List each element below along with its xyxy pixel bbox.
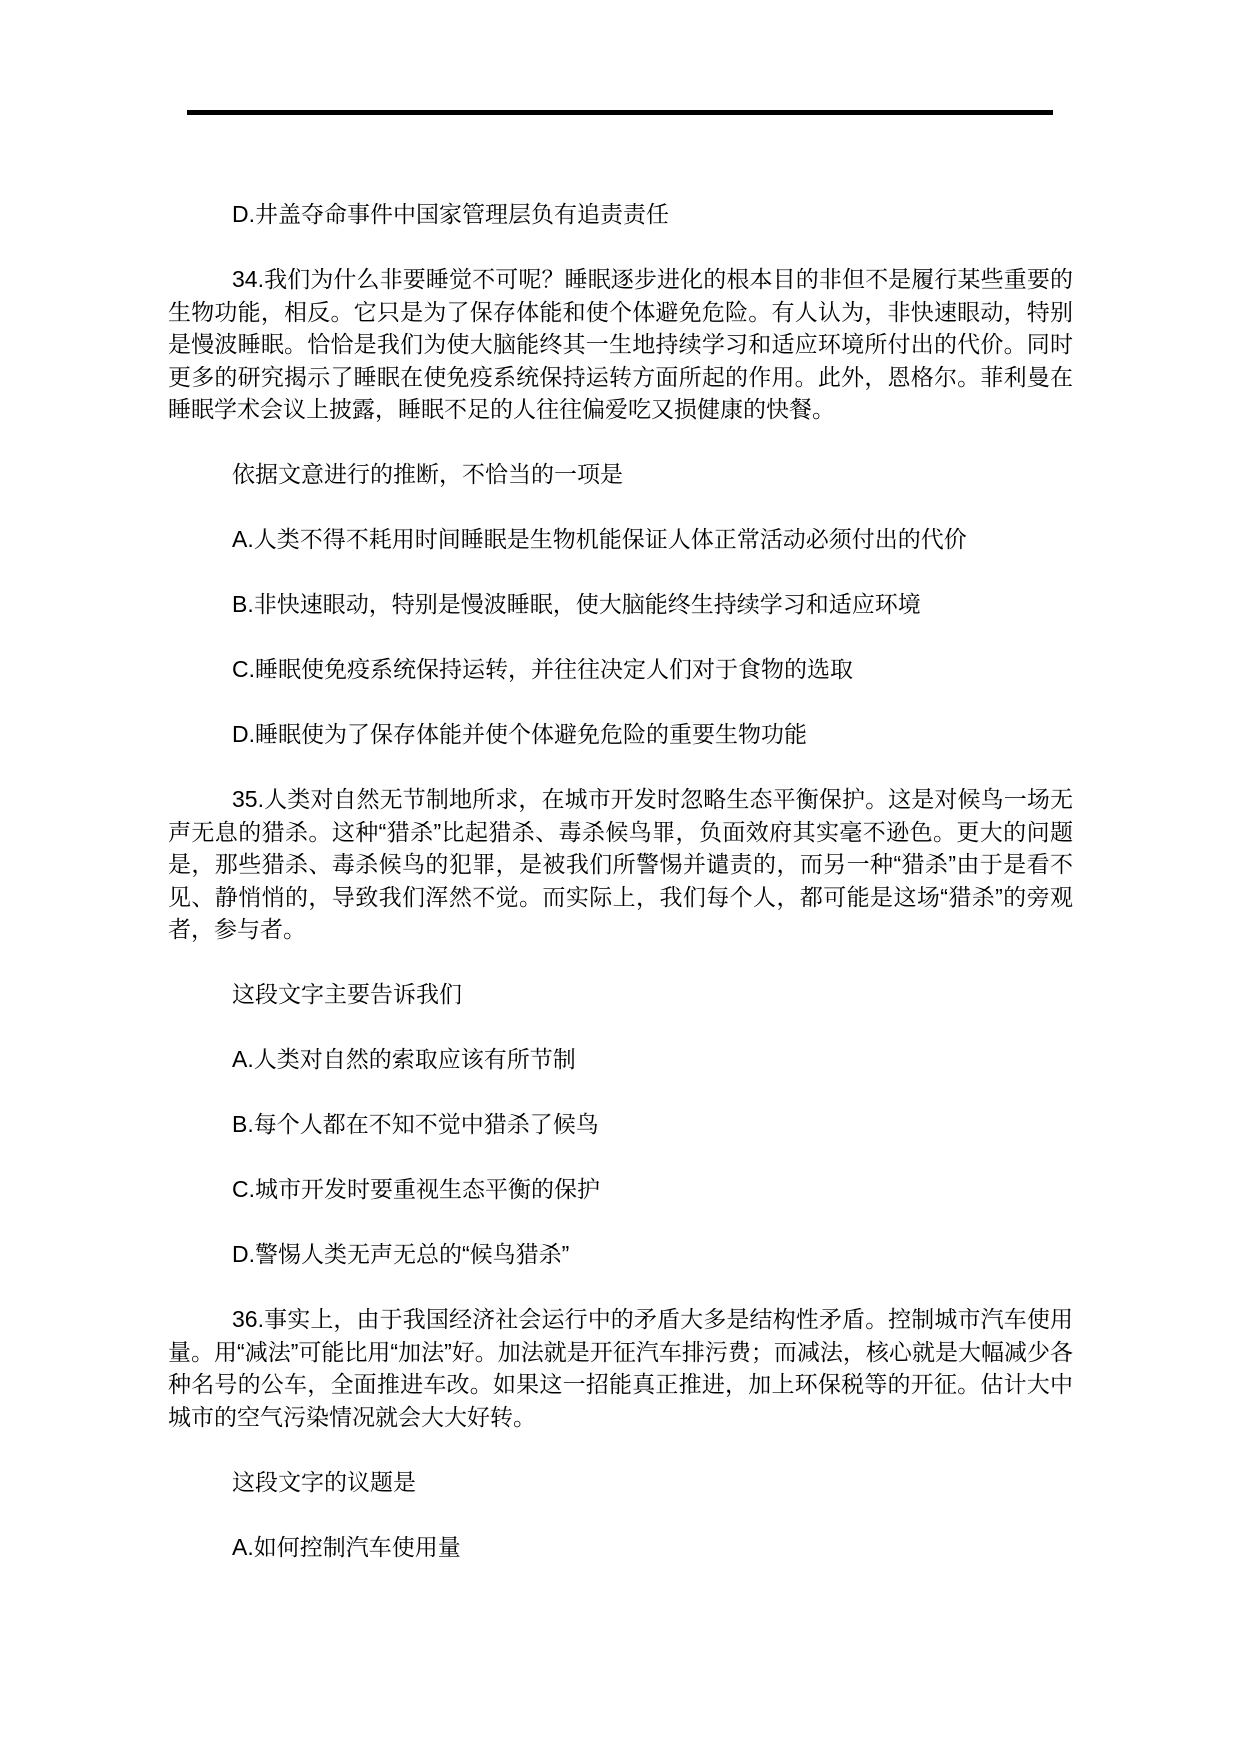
q35-stem: 这段文字主要告诉我们 — [232, 981, 462, 1007]
q34-option-c: C.睡眠使免疫系统保持运转，并往往决定人们对于食物的选取 — [232, 656, 853, 682]
q35-option-b: B.每个人都在不知不觉中猎杀了候鸟 — [232, 1111, 599, 1137]
q33-option-d: D.井盖夺命事件中国家管理层负有追责责任 — [232, 201, 669, 227]
q35-option-c: C.城市开发时要重视生态平衡的保护 — [232, 1176, 600, 1202]
exam-content — [168, 198, 1073, 1563]
q34-option-b: B.非快速眼动，特别是慢波睡眠，使大脑能终生持续学习和适应环境 — [232, 591, 921, 617]
q34-stem: 依据文意进行的推断，不恰当的一项是 — [232, 461, 623, 487]
q34-option-d: D.睡眠使为了保存体能并使个体避免危险的重要生物功能 — [232, 721, 807, 747]
q35-option-d: D.警惕人类无声无总的“候鸟猎杀” — [232, 1241, 570, 1267]
q34-option-a: A.人类不得不耗用时间睡眠是生物机能保证人体正常活动必须付出的代价 — [232, 526, 967, 552]
q36-stem: 这段文字的议题是 — [232, 1468, 416, 1495]
header-rule — [187, 110, 1053, 115]
q34-passage: 34.我们为什么非要睡觉不可呢？睡眠逐步进化的根本目的非但不是履行某些重要的生物功能，相反。它只是为了保存体能和使个体避免危险。有人认为，非快速眼动，特别是慢波睡眠。恰恰是我们为使大脑能终其一生地持续学习和适应环境所付出的代价。同时更多的研究揭示了睡眠在使免疫系统保持运转方面所起的作用。此外，恩格尔。菲利曼在睡眠学术会议上披露，睡眠不足的人往往偏爱吃又损健康的快餐。 — [168, 266, 1073, 422]
q36-passage: 36.事实上，由于我国经济社会运行中的矛盾大多是结构性矛盾。控制城市汽车使用量。用“减法”可能比用“加法”好。加法就是开征汽车排污费；而减法，核心就是大幅减少各种名号的公车，全面推进车改。如果这一招能真正推进，加上环保税等的开征。估计大中城市的空气污染情况就会大大好转。 — [168, 1306, 1073, 1430]
q35-passage: 35.人类对自然无节制地所求，在城市开发时忽略生态平衡保护。这是对候鸟一场无声无息的猎杀。这种“猎杀”比起猎杀、毒杀候鸟罪，负面效府其实毫不逊色。更大的问题是，那些猎杀、毒杀候鸟的犯罪，是被我们所警惕并谴责的，而另一种“猎杀”由于是看不见、静悄悄的，导致我们浑然不觉。而实际上，我们每个人，都可能是这场“猎杀”的旁观者，参与者。 — [168, 786, 1073, 942]
q36-option-a: A.如何控制汽车使用量 — [232, 1533, 461, 1560]
q35-option-a: A.人类对自然的索取应该有所节制 — [232, 1046, 576, 1072]
